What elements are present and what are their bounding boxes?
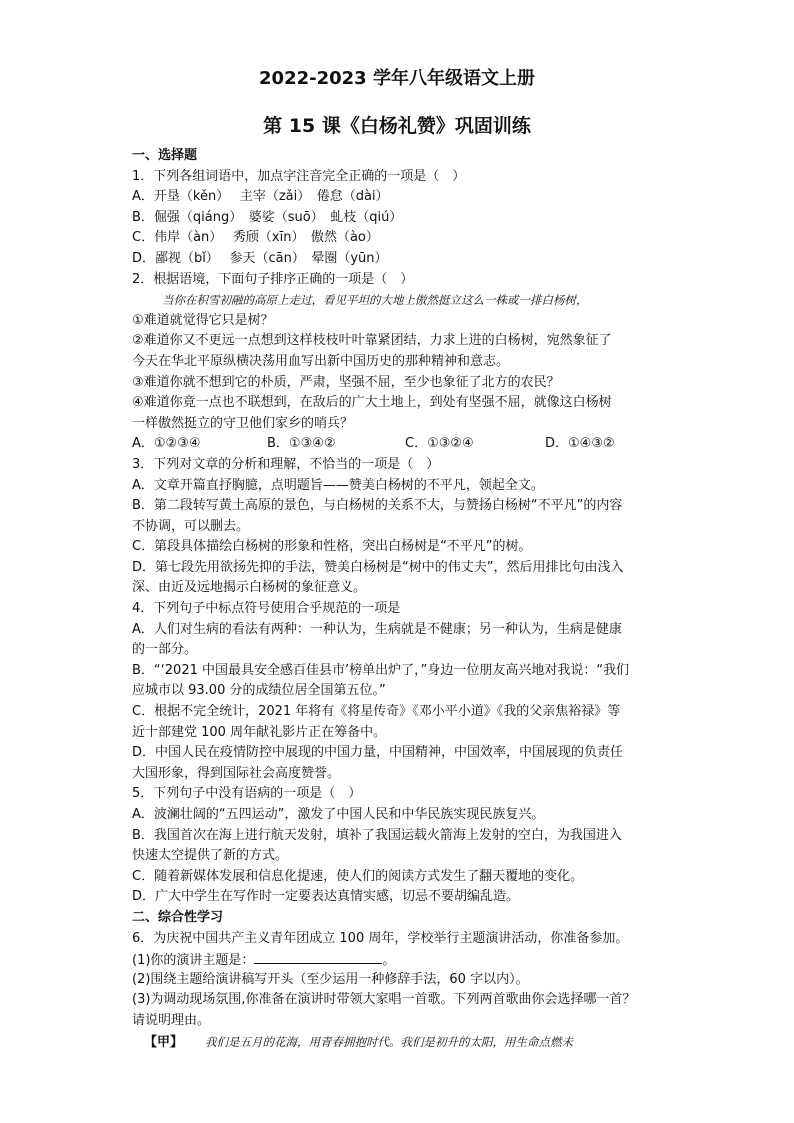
q2-stem: 2．根据语境，下面句子排序正确的一项是（ ） — [132, 271, 414, 287]
q2-option-c: C．①③②④ — [405, 436, 474, 452]
q1-option-b: B．倔强（qiáng） 婆娑（suō） 虬枝（qiú） — [132, 209, 403, 225]
q1-option-c: C．伟岸（àn） 秀颀（xīn） 傲然（ào） — [132, 230, 379, 246]
q2-sentence-2-cont: 今天在华北平原纵横决荡用血写出新中国历史的那种精神和意志。 — [132, 353, 510, 369]
q4-option-a-cont: 的一部分。 — [132, 642, 198, 658]
q5-option-a: A．波澜壮阔的“五四运动”，激发了中国人民和中华民族实现民族复兴。 — [132, 807, 545, 822]
answer-blank[interactable] — [254, 949, 382, 964]
q6-part-1-prompt: (1)你的演讲主题是： — [132, 953, 255, 969]
q4-option-c-cont: 近十部建党 100 周年献礼影片正在筹备中。 — [132, 724, 387, 740]
q6-part-2: (2)围绕主题给演讲稿写开头（至少运用一种修辞手法，60 字以内）。 — [132, 971, 529, 987]
q3-option-a: A．文章开篇直抒胸臆，点明题旨——赞美白杨树的不平凡，领起全文。 — [132, 477, 544, 493]
q6-stem: 6．为庆祝中国共产主义青年团成立 100 周年，学校举行主题演讲活动，你准备参加。 — [132, 930, 629, 946]
q3-option-d-cont: 深、由近及远地揭示白杨树的象征意义。 — [132, 580, 367, 596]
q2-context: 当你在积雪初融的高原上走过，看见平坦的大地上傲然挺立这么一株或一排白杨树， — [162, 293, 588, 308]
q2-sentence-3: ③难道你就不想到它的朴质，严肃，坚强不屈，至少也象征了北方的农民？ — [132, 374, 560, 390]
q2-option-a: A．①②③④ — [132, 436, 201, 452]
q5-option-c: C．随着新媒体发展和信息化提速，使人们的阅读方式发生了翻天覆地的变化。 — [132, 868, 584, 884]
q3-option-d: D．第七段先用欲扬先抑的手法，赞美白杨树是“树中的伟丈夫”，然后用排比句由浅入 — [132, 559, 624, 575]
q2-options — [132, 434, 672, 455]
q3-option-b-cont: 不协调，可以删去。 — [132, 518, 250, 534]
q5-option-d: D．广大中学生在写作时一定要表达真情实感，切忌不要胡编乱造。 — [132, 889, 520, 905]
q4-option-d: D．中国人民在疫情防控中展现的中国力量，中国精神，中国效率，中国展现的负责任 — [132, 745, 624, 761]
section-heading-comprehensive: 二、综合性学习 — [132, 909, 224, 925]
q6-part-3: (3)为调动现场氛围,你准备在演讲时带领大家唱一首歌。下列两首歌曲你会选择哪一首？ — [132, 992, 636, 1008]
q4-option-a: A．人们对生病的看法有两种：一种认为，生病就是不健康；另一种认为，生病是健康 — [132, 621, 622, 637]
q1-option-d: D．鄙视（bǐ） 参天（cān） 晕圈（yūn） — [132, 250, 388, 266]
document-body — [132, 146, 672, 1052]
song-jia-lyrics: 我们是五月的花海，用青春拥抱时代。我们是初升的太阳，用生命点燃未 — [205, 1034, 574, 1049]
q4-stem: 4．下列句子中标点符号使用合乎规范的一项是 — [132, 601, 401, 617]
q5-option-b-cont: 快速太空提供了新的方式。 — [132, 848, 289, 864]
q4-option-b: B．“‘2021 中国最具安全感百佳县市’榜单出炉了，”身边一位朋友高兴地对我说：“我们 — [132, 662, 630, 678]
q1-option-a: A．开垦（kěn） 主宰（zǎi） 倦怠（dài） — [132, 189, 389, 205]
q1-stem: 1．下列各组词语中，加点字注音完全正确的一项是（ ） — [132, 168, 466, 184]
q6-part-1-end: 。 — [382, 953, 396, 969]
q4-option-d-cont: 大国形象，得到国际社会高度赞誉。 — [132, 765, 341, 781]
q2-option-b: B．①③④② — [267, 436, 336, 452]
q2-sentence-4: ④难道你竟一点也不联想到，在敌后的广大土地上，到处有坚强不屈，就像这白杨树 — [132, 395, 612, 411]
lesson-title: 第 15 课《白杨礼赞》巩固训练 — [263, 115, 531, 137]
q4-option-c: C．根据不完全统计，2021 年将有《将星传奇》《邓小平小道》《我的父亲焦裕禄》等 — [132, 704, 621, 720]
q3-option-c: C．第段具体描绘白杨树的形象和性格，突出白杨树是“不平凡”的树。 — [132, 539, 532, 555]
q5-option-b: B．我国首次在海上进行航天发射，填补了我国运载火箭海上发射的空白，为我国进入 — [132, 827, 622, 843]
song-jia — [132, 1032, 672, 1053]
document-title: 2022-2023 学年八年级语文上册 — [259, 68, 535, 89]
q4-option-b-cont: 应城市以 93.00 分的成绩位居全国第五位。” — [132, 683, 386, 699]
section-heading-choice: 一、选择题 — [132, 148, 198, 163]
q6-part-3-cont: 请说明理由。 — [132, 1012, 211, 1028]
q2-sentence-4-cont: 一样傲然挺立的守卫他们家乡的哨兵？ — [132, 415, 354, 431]
q3-option-b: B．第二段转写黄土高原的景色，与白杨树的关系不大，与赞扬白杨树“不平凡”的内容 — [132, 498, 623, 514]
q3-stem: 3．下列对文章的分析和理解，不恰当的一项是（ ） — [132, 456, 440, 472]
q6-part-1 — [132, 949, 672, 970]
q5-stem: 5．下列句子中没有语病的一项是（ ） — [132, 786, 362, 802]
q2-sentence-1: ①难道就觉得它只是树？ — [132, 312, 274, 328]
q2-option-d: D．①④③② — [545, 436, 615, 452]
song-jia-label: 【甲】 — [144, 1034, 184, 1050]
q2-sentence-2: ②难道你又不更远一点想到这样枝枝叶叶靠紧团结，力求上进的白杨树，宛然象征了 — [132, 333, 612, 349]
